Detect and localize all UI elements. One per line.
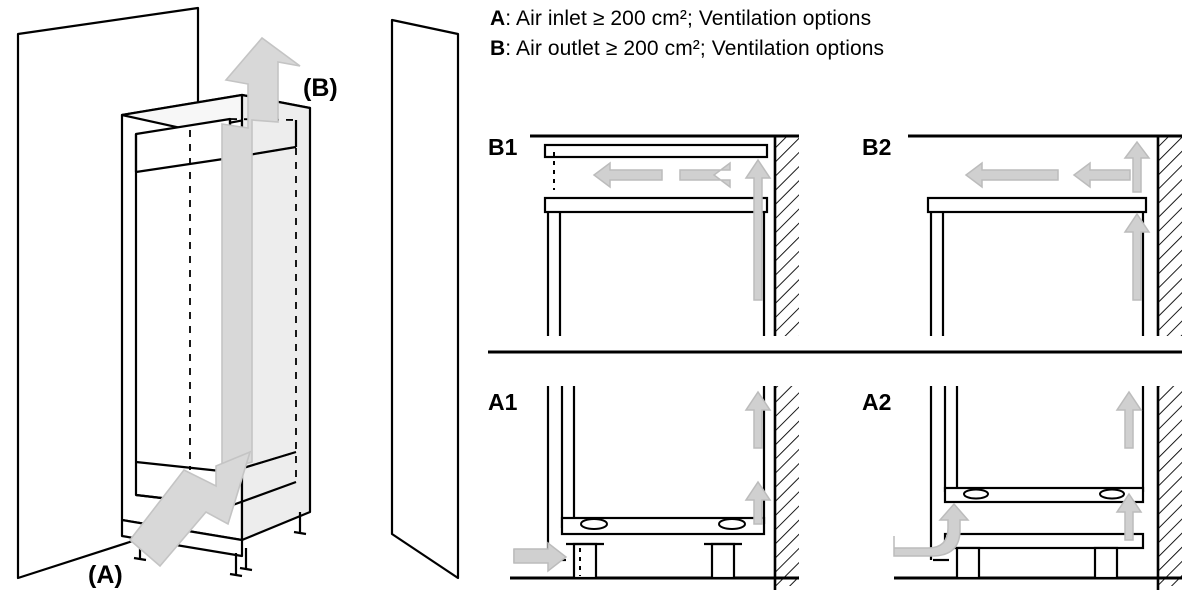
a1-wall-hatch xyxy=(775,386,799,586)
b1-wall-hatch xyxy=(775,136,799,336)
ventilation-options-svg xyxy=(470,0,1200,600)
label-inlet-a: (A) xyxy=(88,561,123,589)
a1-plinth-right xyxy=(712,544,734,578)
legend xyxy=(490,4,1190,64)
b1-top-panel xyxy=(545,145,767,157)
foot-mid-base xyxy=(240,568,252,570)
label-a2: A2 xyxy=(862,389,892,415)
a2-lower-deck xyxy=(945,534,1143,548)
a1-base-foot-right xyxy=(719,519,745,529)
legend-key-b: B xyxy=(490,37,506,60)
left-panel xyxy=(0,0,470,600)
label-outlet-b: (B) xyxy=(303,74,338,102)
niche-isometric-svg xyxy=(0,0,470,600)
wall-right-panel xyxy=(392,20,458,578)
legend-row-b xyxy=(490,34,1190,64)
legend-key-a: A xyxy=(490,7,506,30)
diagram-b2 xyxy=(862,134,1182,336)
diagram-b1 xyxy=(488,134,799,336)
b1-niche-top xyxy=(545,198,767,212)
legend-row-a xyxy=(490,4,1190,34)
foot-right-base xyxy=(294,532,306,534)
diagram-a2 xyxy=(862,386,1182,590)
b1-arrows xyxy=(594,160,770,300)
legend-text-a: : Air inlet ≥ 200 cm²; Ventilation options xyxy=(505,7,872,30)
a2-base-foot-right xyxy=(1100,490,1124,499)
a1-base-foot-left xyxy=(581,519,607,529)
a2-plinth-right xyxy=(1095,548,1117,578)
b2-wall-hatch xyxy=(1158,136,1182,336)
label-b2: B2 xyxy=(862,134,892,160)
cabinet-inner-opening xyxy=(136,119,230,506)
a2-wall-hatch xyxy=(1158,386,1182,586)
legend-text-b: : Air outlet ≥ 200 cm²; Ventilation options xyxy=(505,37,885,60)
foot-left-base xyxy=(134,558,146,560)
b2-niche-top xyxy=(928,198,1146,212)
a1-plinth-left xyxy=(574,544,596,578)
label-a1: A1 xyxy=(488,389,518,415)
b2-arrows xyxy=(966,142,1149,300)
foot-front-base xyxy=(230,574,242,576)
label-b1: B1 xyxy=(488,134,518,160)
a2-plinth-left xyxy=(957,548,979,578)
a2-base-foot-left xyxy=(964,490,988,499)
right-panel xyxy=(470,0,1200,600)
diagram-a1 xyxy=(488,386,799,590)
